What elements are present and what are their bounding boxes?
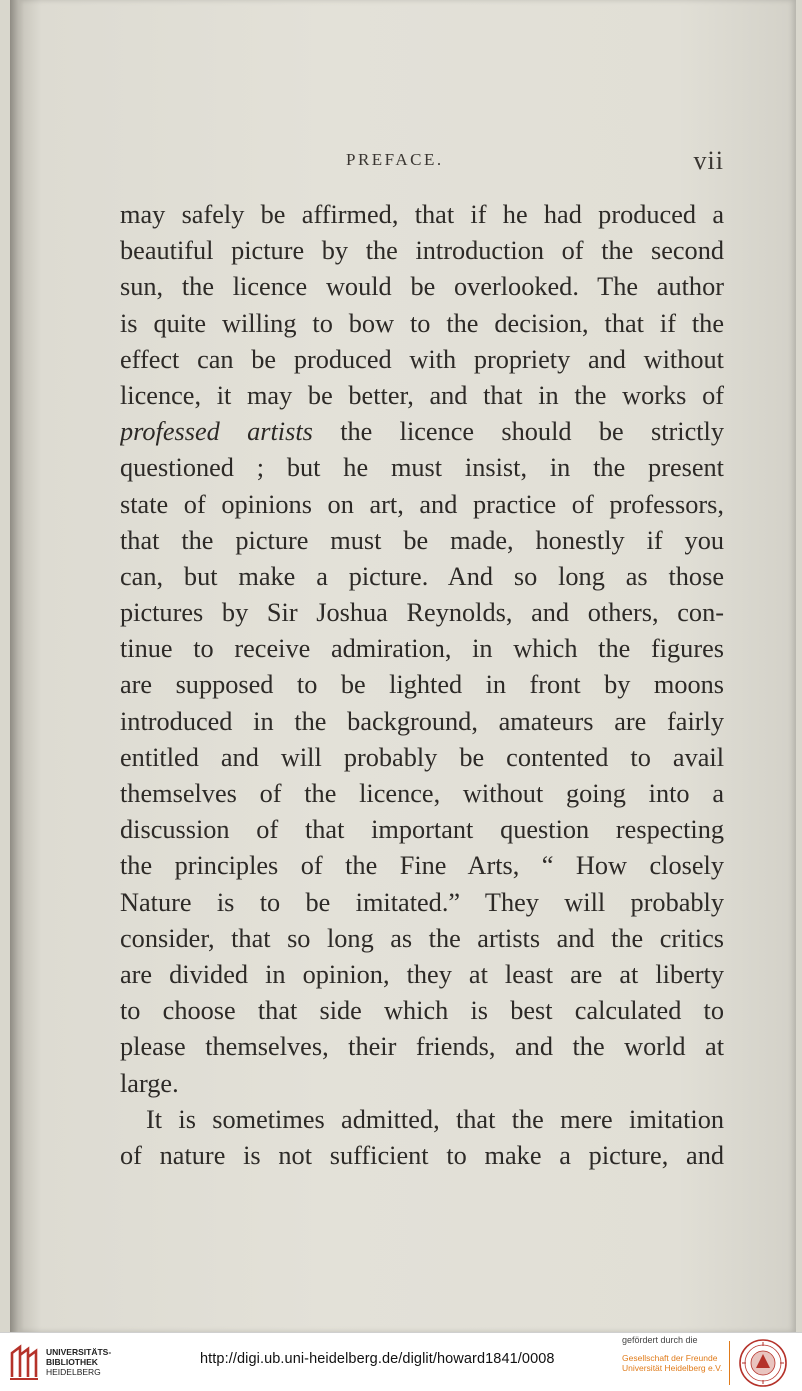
text-line: themselves of the licence, without going into a: [120, 779, 724, 808]
text-line: can, but make a picture. And so long as those: [120, 561, 724, 591]
library-name-line: HEIDELBERG: [46, 1367, 101, 1377]
text-line: consider, that so long as the artists and the critics: [120, 923, 724, 953]
text-line: that the picture must be made, honestly if you: [120, 525, 724, 555]
text-line: sun, the licence would be overlooked. The author: [120, 272, 724, 302]
text-line: please themselves, their friends, and the world at: [120, 1032, 724, 1062]
text-line: of nature is not sufficient to make a picture, and: [120, 1140, 724, 1170]
library-name-line: BIBLIOTHEK: [46, 1357, 98, 1367]
sponsor-name: [622, 1353, 722, 1373]
text-line: to choose that side which is best calculated to: [120, 996, 724, 1026]
sponsor-name-line: Gesellschaft der Freunde: [622, 1353, 718, 1363]
viewer-footer: [0, 1332, 802, 1391]
text-line: Nature is to be imitated.” They will probably: [120, 887, 724, 917]
sponsor-name-line: Universität Heidelberg e.V.: [622, 1363, 723, 1373]
italic-emphasis: professed artists: [120, 417, 313, 447]
footer-divider: [729, 1341, 730, 1385]
library-name: [46, 1347, 111, 1377]
text-line: may safely be affirmed, that if he had produced a: [120, 200, 724, 229]
text-line: It is sometimes admitted, that the mere imitation: [146, 1104, 724, 1134]
text-line: beautiful picture by the introduction of the second: [120, 236, 724, 266]
text-line: questioned ; but he must insist, in the present: [120, 453, 724, 483]
text-line: effect can be produced with propriety and without: [120, 344, 724, 374]
university-seal-icon: [738, 1338, 788, 1388]
text-line: entitled and will probably be contented to avail: [120, 742, 724, 772]
library-name-line: UNIVERSITÄTS-: [46, 1347, 112, 1357]
text-line: discussion of that important question respecting: [120, 815, 724, 845]
running-title: PREFACE.: [346, 150, 444, 169]
text-line: tinue to receive admiration, in which the figures: [120, 634, 724, 664]
page-gutter-shadow: [10, 0, 24, 1332]
text-line: large.: [120, 1068, 179, 1098]
text-line: state of opinions on art, and practice of professors,: [120, 489, 724, 519]
text-line: are divided in opinion, they at least are at liberty: [120, 959, 724, 989]
text-line: licence, it may be better, and that in the works of: [120, 380, 724, 410]
permalink-url[interactable]: http://digi.ub.uni-heidelberg.de/diglit/howard1841/0008: [200, 1351, 555, 1367]
body-text: [120, 197, 724, 1174]
text-line: is quite willing to bow to the decision, that if the: [120, 308, 724, 338]
text-line: pictures by Sir Joshua Reynolds, and others, con-: [120, 598, 724, 628]
library-logo-icon: [8, 1343, 40, 1381]
running-head: [120, 146, 724, 180]
text-line: [120, 414, 724, 450]
text-line: are supposed to be lighted in front by moons: [120, 670, 724, 700]
text-line-rest: the licence should be strictly: [340, 417, 724, 447]
page-number: vii: [693, 146, 724, 175]
text-line: the principles of the Fine Arts, “ How closely: [120, 851, 724, 881]
sponsor-label: gefördert durch die: [622, 1335, 698, 1345]
text-line: introduced in the background, amateurs are fairly: [120, 706, 724, 736]
